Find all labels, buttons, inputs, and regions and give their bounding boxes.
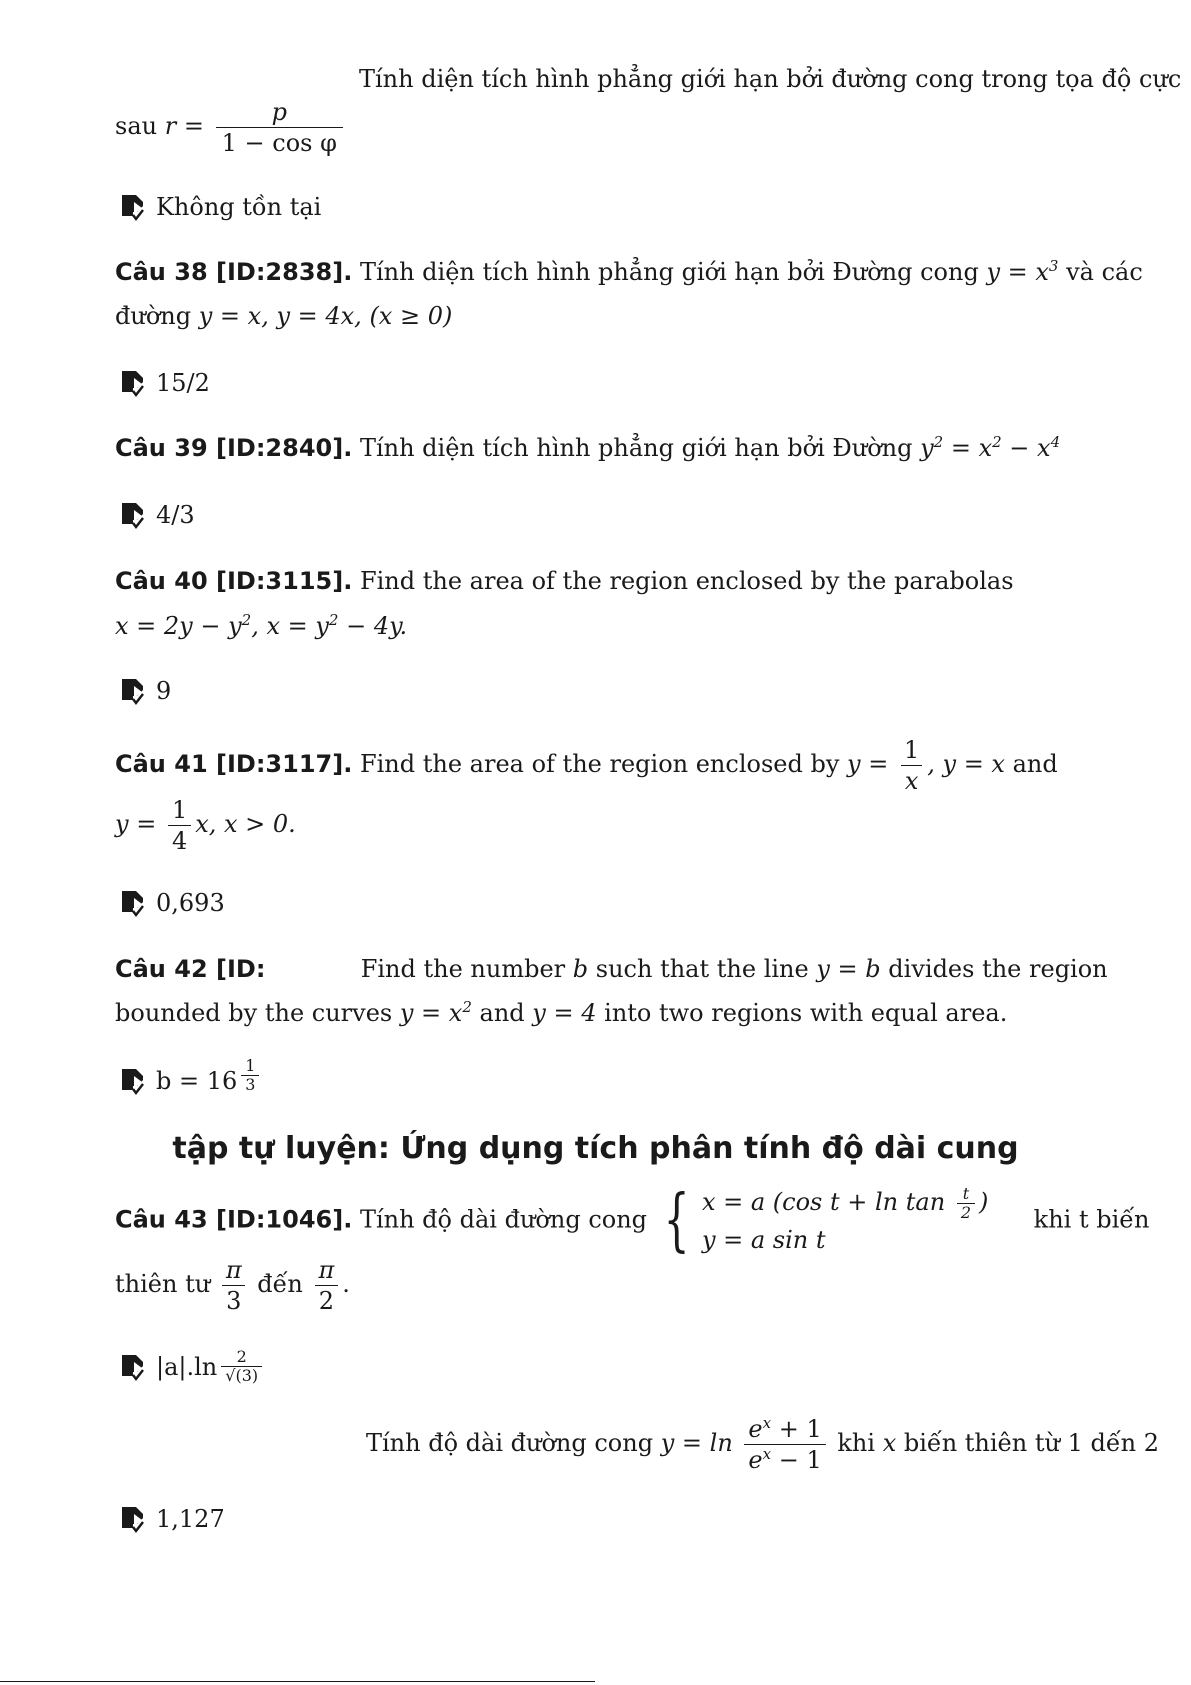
answer-text: 15/2 bbox=[156, 369, 210, 397]
question-text: Find the area of the region enclosed by bbox=[359, 750, 840, 778]
question-text: and bbox=[1012, 750, 1058, 778]
question-40-line2 bbox=[115, 610, 407, 642]
intro-sau: sau bbox=[115, 112, 158, 140]
frac-den: e bbox=[748, 1446, 763, 1474]
answer-text: b = 16 bbox=[156, 1067, 238, 1095]
tan-fraction bbox=[957, 1185, 975, 1222]
answer-39 bbox=[118, 500, 195, 530]
question-math: y = b bbox=[816, 955, 881, 983]
question-text: và các bbox=[1066, 258, 1143, 286]
frac-den: 2 bbox=[957, 1203, 975, 1222]
question-text: Find the number bbox=[360, 955, 566, 983]
question-math-sup: 4 bbox=[1050, 433, 1061, 451]
frac-num: e bbox=[748, 1415, 763, 1443]
question-math: y = ln bbox=[660, 1429, 733, 1457]
answer-text: 1,127 bbox=[156, 1505, 225, 1533]
question-43-line2 bbox=[115, 1255, 350, 1316]
question-math: y = x, y = 4x, (x ≥ 0) bbox=[198, 302, 453, 330]
question-41 bbox=[115, 735, 1058, 796]
intro-eq: = bbox=[183, 112, 204, 140]
brace-icon: { bbox=[663, 1181, 690, 1260]
question-text: khi bbox=[837, 1429, 876, 1457]
intro-r: r bbox=[164, 112, 177, 140]
question-label: Câu 39 [ID:2840]. bbox=[115, 434, 353, 462]
answer-check-icon bbox=[118, 676, 150, 706]
answer-43 bbox=[118, 1348, 266, 1385]
frac-num: 1 bbox=[903, 736, 920, 764]
question-text: Tính diện tích hình phẳng giới hạn bởi Đường bbox=[359, 434, 913, 462]
question-label: Câu 40 [ID:3115]. bbox=[115, 567, 353, 595]
frac-den: − 1 bbox=[771, 1446, 822, 1474]
question-math-sup: 2 bbox=[462, 998, 472, 1016]
question-text: . bbox=[342, 1270, 350, 1298]
frac-num: 2 bbox=[236, 1347, 247, 1366]
pi-over-2 bbox=[314, 1255, 338, 1316]
frac-den: 3 bbox=[241, 1075, 259, 1094]
question-label: Câu 38 [ID:2838]. bbox=[115, 258, 353, 286]
intro-frac-num: p bbox=[271, 98, 287, 126]
answer-check-icon bbox=[118, 1066, 150, 1096]
question-text: and bbox=[479, 999, 525, 1027]
answer-check-icon bbox=[118, 1504, 150, 1534]
question-41-line2 bbox=[115, 795, 296, 856]
question-38-line2 bbox=[115, 300, 452, 332]
answer-check-icon bbox=[118, 500, 150, 530]
answer-text: 9 bbox=[156, 677, 172, 705]
question-label: Câu 43 [ID:1046]. bbox=[115, 1205, 353, 1234]
question-text: bounded by the curves bbox=[115, 999, 393, 1027]
frac-num: 1 bbox=[171, 796, 188, 824]
question-text: thiên tư bbox=[115, 1270, 211, 1298]
frac-den: x bbox=[901, 765, 923, 796]
answer-40 bbox=[118, 676, 171, 706]
question-41-fraction bbox=[900, 735, 923, 796]
answer-text: Không tồn tại bbox=[156, 193, 322, 221]
question-math: = x bbox=[943, 434, 993, 462]
answer-intro bbox=[118, 192, 321, 222]
question-math-sup: 2 bbox=[992, 433, 1002, 451]
question-math: , y = x bbox=[927, 750, 1005, 778]
answer-check-icon bbox=[118, 888, 150, 918]
frac-num: π bbox=[318, 1256, 335, 1284]
question-42 bbox=[115, 953, 1108, 985]
answer-44 bbox=[118, 1504, 225, 1534]
question-math: y = x bbox=[986, 258, 1049, 286]
question-text: divides the region bbox=[888, 955, 1108, 983]
question-math: y = bbox=[115, 810, 157, 838]
question-label: Câu 42 [ID: bbox=[115, 955, 266, 983]
question-math: b bbox=[572, 955, 589, 983]
frac-num: + 1 bbox=[771, 1415, 822, 1443]
answer-42 bbox=[118, 1055, 263, 1096]
answer-text: 4/3 bbox=[156, 501, 195, 529]
question-text: biến thiên từ 1 dến 2 bbox=[903, 1429, 1159, 1457]
question-math: y = bbox=[847, 750, 889, 778]
question-math: − x bbox=[1001, 434, 1051, 462]
question-text: đường bbox=[115, 302, 192, 330]
question-text: Find the area of the region enclosed by the parabolas bbox=[359, 567, 1014, 595]
answer-text: 0,693 bbox=[156, 889, 225, 917]
frac-den: 4 bbox=[168, 825, 191, 856]
question-math: y = a sin t bbox=[701, 1226, 826, 1254]
answer-41 bbox=[118, 888, 225, 918]
intro-prompt: Tính diện tích hình phẳng giới hạn bởi đường cong trong tọa độ cực bbox=[359, 65, 1182, 93]
intro-formula bbox=[115, 97, 347, 158]
question-math: x, x > 0. bbox=[195, 810, 296, 838]
frac-den: 2 bbox=[315, 1285, 338, 1316]
ln-fraction bbox=[744, 1414, 825, 1475]
question-text: khi t biến bbox=[1033, 1205, 1150, 1234]
question-text: Tính diện tích hình phẳng giới hạn bởi Đường cong bbox=[359, 258, 979, 286]
question-43 bbox=[115, 1181, 1150, 1260]
question-math: y bbox=[920, 434, 934, 462]
question-text: Tính độ dài đường cong bbox=[366, 1429, 654, 1457]
question-40 bbox=[115, 565, 1014, 597]
frac-num: 1 bbox=[245, 1055, 256, 1075]
question-text: into two regions with equal area. bbox=[604, 999, 1008, 1027]
frac-den: √(3) bbox=[221, 1366, 262, 1385]
answer-38 bbox=[118, 368, 210, 398]
question-math-sup: 2 bbox=[933, 433, 944, 451]
question-math: y = 4 bbox=[532, 999, 597, 1027]
answer-check-icon bbox=[118, 1352, 150, 1382]
footer-rule bbox=[0, 1681, 595, 1682]
answer-check-icon bbox=[118, 192, 150, 222]
question-38 bbox=[115, 256, 1143, 288]
question-math-sup: 2 bbox=[241, 611, 252, 629]
intro-frac-den: 1 − cos φ bbox=[216, 127, 343, 158]
intro-fraction bbox=[216, 97, 343, 158]
question-math: ) bbox=[979, 1188, 989, 1216]
section-heading: tập tự luyện: Ứng dụng tích phân tính độ dài cung bbox=[172, 1131, 1019, 1166]
question-math: x = 2y − y bbox=[115, 612, 242, 640]
answer-text: |a|.ln bbox=[156, 1352, 218, 1381]
question-44 bbox=[366, 1414, 1159, 1475]
frac-den: 3 bbox=[222, 1285, 245, 1316]
frac-num: π bbox=[225, 1256, 242, 1284]
question-math: x = a (cos t + ln tan bbox=[701, 1188, 946, 1216]
question-math: − 4y. bbox=[338, 612, 408, 640]
question-math-sup: 2 bbox=[328, 611, 339, 629]
question-text: đến bbox=[257, 1270, 303, 1298]
answer-check-icon bbox=[118, 368, 150, 398]
frac-den-sup: x bbox=[762, 1445, 772, 1463]
answer-fraction bbox=[221, 1348, 262, 1385]
question-math: y = x bbox=[399, 999, 463, 1027]
param-system bbox=[655, 1181, 989, 1260]
answer-exponent bbox=[241, 1057, 259, 1094]
question-math: x bbox=[882, 1429, 897, 1457]
frac-num-sup: x bbox=[762, 1414, 772, 1432]
question-42-line2 bbox=[115, 997, 1007, 1029]
question-label: Câu 41 [ID:3117]. bbox=[115, 750, 353, 778]
question-41-fraction-2 bbox=[168, 795, 191, 856]
question-39 bbox=[115, 432, 1060, 464]
question-text: Tính độ dài đường cong bbox=[359, 1205, 648, 1234]
question-math: , x = y bbox=[251, 612, 329, 640]
pi-over-3 bbox=[222, 1255, 246, 1316]
frac-num: t bbox=[962, 1184, 970, 1203]
question-text: such that the line bbox=[595, 955, 809, 983]
question-math-sup: 3 bbox=[1048, 257, 1059, 275]
